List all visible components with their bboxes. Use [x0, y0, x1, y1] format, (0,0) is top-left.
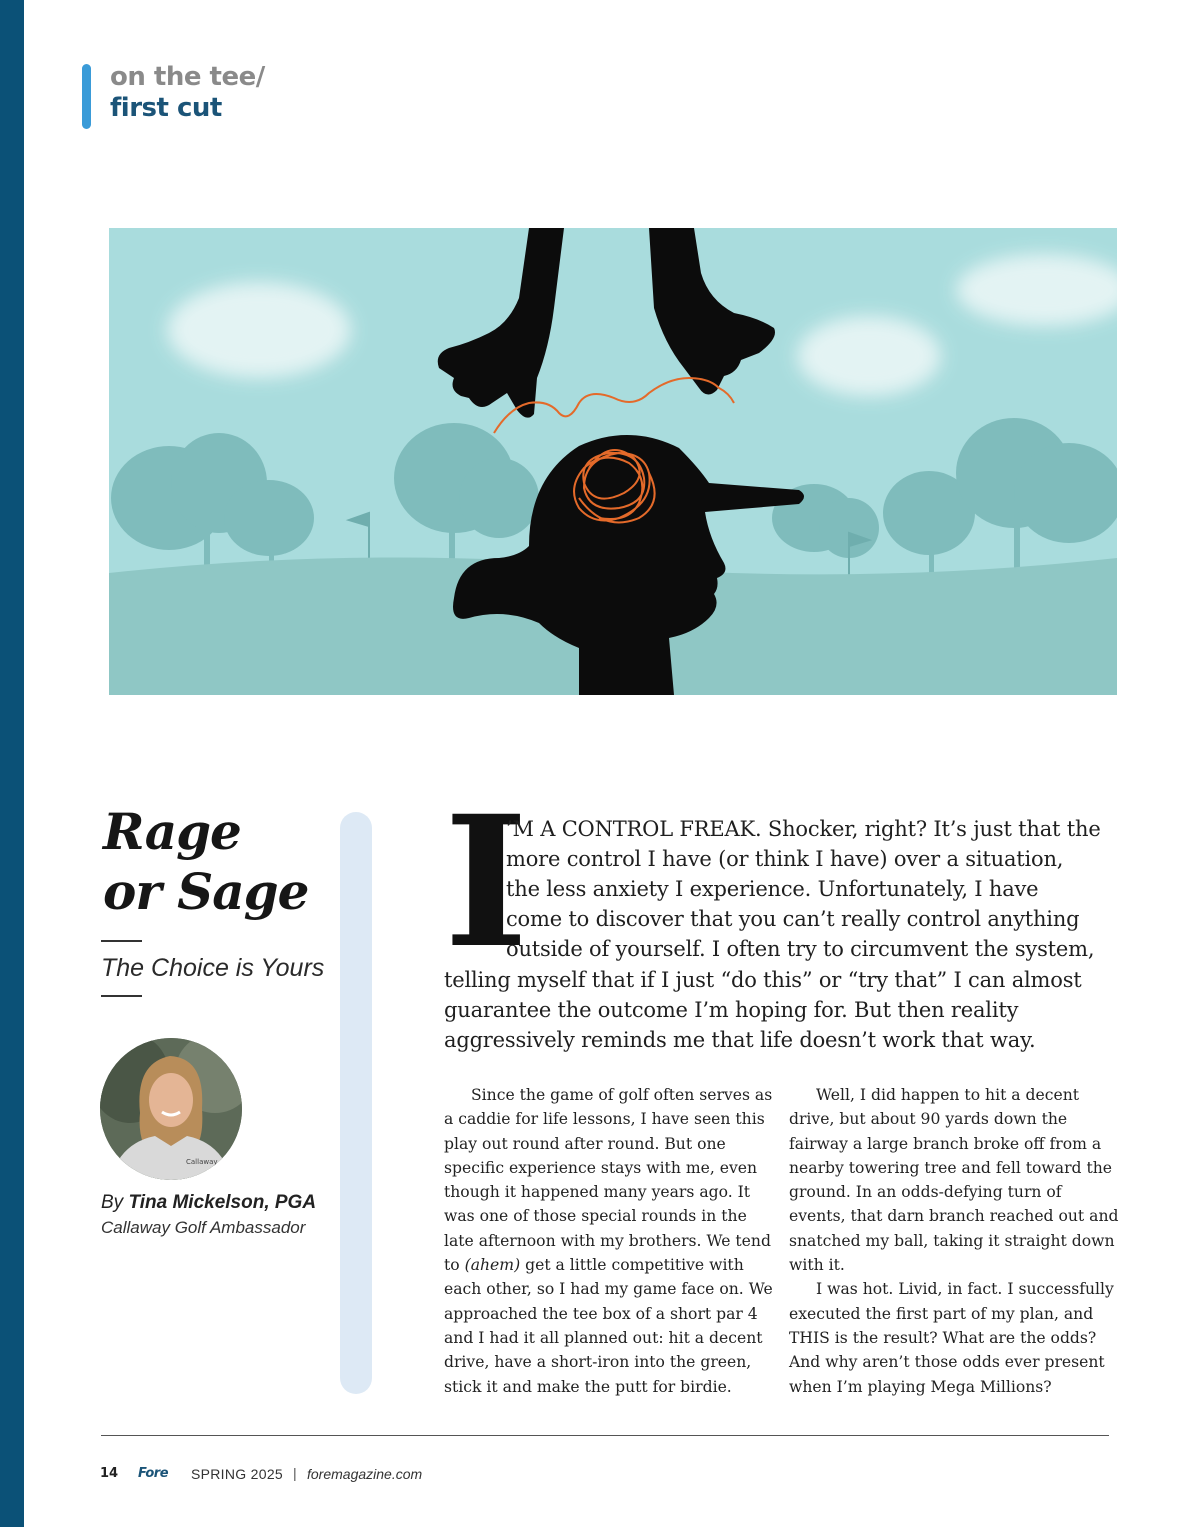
title-rule-bottom [101, 995, 142, 997]
lede-line: more control I have (or think I have) over a situation, [506, 847, 1064, 871]
body-emphasis: (ahem) [464, 1256, 521, 1275]
drop-cap: I [444, 777, 529, 988]
section-label: on the tee/ [110, 62, 265, 92]
section-accent-bar [82, 64, 91, 129]
body-column-2 [789, 1083, 1119, 1399]
footer-separator: | [293, 1465, 297, 1481]
decorative-pillar [340, 812, 372, 1394]
issue-label: SPRING 2025 [191, 1466, 284, 1482]
article-title [103, 802, 343, 922]
body-text: Since the game of golf often serves as a caddie for life lessons, I have seen this play out round after round. But one specific experience stays with me, even though it happened many years ago. It was one of those special rounds in the late afternoon with my brothers. We tend to [444, 1086, 773, 1275]
footer-rule [101, 1435, 1109, 1436]
byline-prefix: By [101, 1192, 124, 1213]
body-paragraph: Well, I did happen to hit a decent drive, but about 90 yards down the fairway a large branch broke off from a nearby towering tree and fell toward the ground. In an odds-defying turn of events, that darn branch reached out and snatched my ball, taking it straight down with it. [789, 1086, 1119, 1275]
lede-line: telling myself that if I just “do this” or “try that” I can almost [444, 968, 1082, 992]
section-sublabel: first cut [110, 93, 222, 123]
lede-line: outside of yourself. I often try to circumvent the system, [506, 937, 1095, 961]
article-title-line-1: Rage [103, 802, 241, 861]
lede-line: the less anxiety I experience. Unfortunately, I have [506, 877, 1039, 901]
body-text: get a little competitive with each other, so I had my game face on. We approached the tee box of a short par 4 and I had it all planned out: hit a decent drive, have a short-iron into the green, stick it and make the putt for birdie. [444, 1256, 773, 1396]
author-name: Tina Mickelson, PGA [128, 1192, 317, 1213]
article-subtitle: The Choice is Yours [101, 954, 325, 982]
author-avatar [100, 1038, 242, 1180]
article-title-line-2: or Sage [103, 862, 309, 921]
page-number: 14 [100, 1466, 119, 1481]
page-spine [0, 0, 24, 1527]
body-column-1 [444, 1083, 774, 1399]
lede-line: come to discover that you can’t really control anything [506, 907, 1080, 931]
author-role: Callaway Golf Ambassador [101, 1218, 306, 1237]
magazine-logo: Fore [138, 1466, 169, 1481]
lede-line: ’M A CONTROL FREAK. Shocker, right? It’s just that the [506, 817, 1101, 841]
hero-illustration [109, 228, 1117, 695]
avatar-shirt-logo: Callaway [186, 1158, 218, 1166]
magazine-url[interactable]: foremagazine.com [307, 1466, 423, 1482]
lede-line: aggressively reminds me that life doesn’t work that way. [444, 1028, 1036, 1052]
lede-line: guarantee the outcome I’m hoping for. But then reality [444, 998, 1019, 1022]
body-paragraph: I was hot. Livid, in fact. I successfully executed the first part of my plan, and THIS is the result? What are the odds? And why aren’t those odds ever present when I’m playing Mega Millions? [789, 1280, 1114, 1396]
title-rule-top [101, 940, 142, 942]
byline [101, 1192, 316, 1214]
body-paragraph [444, 1083, 774, 1399]
